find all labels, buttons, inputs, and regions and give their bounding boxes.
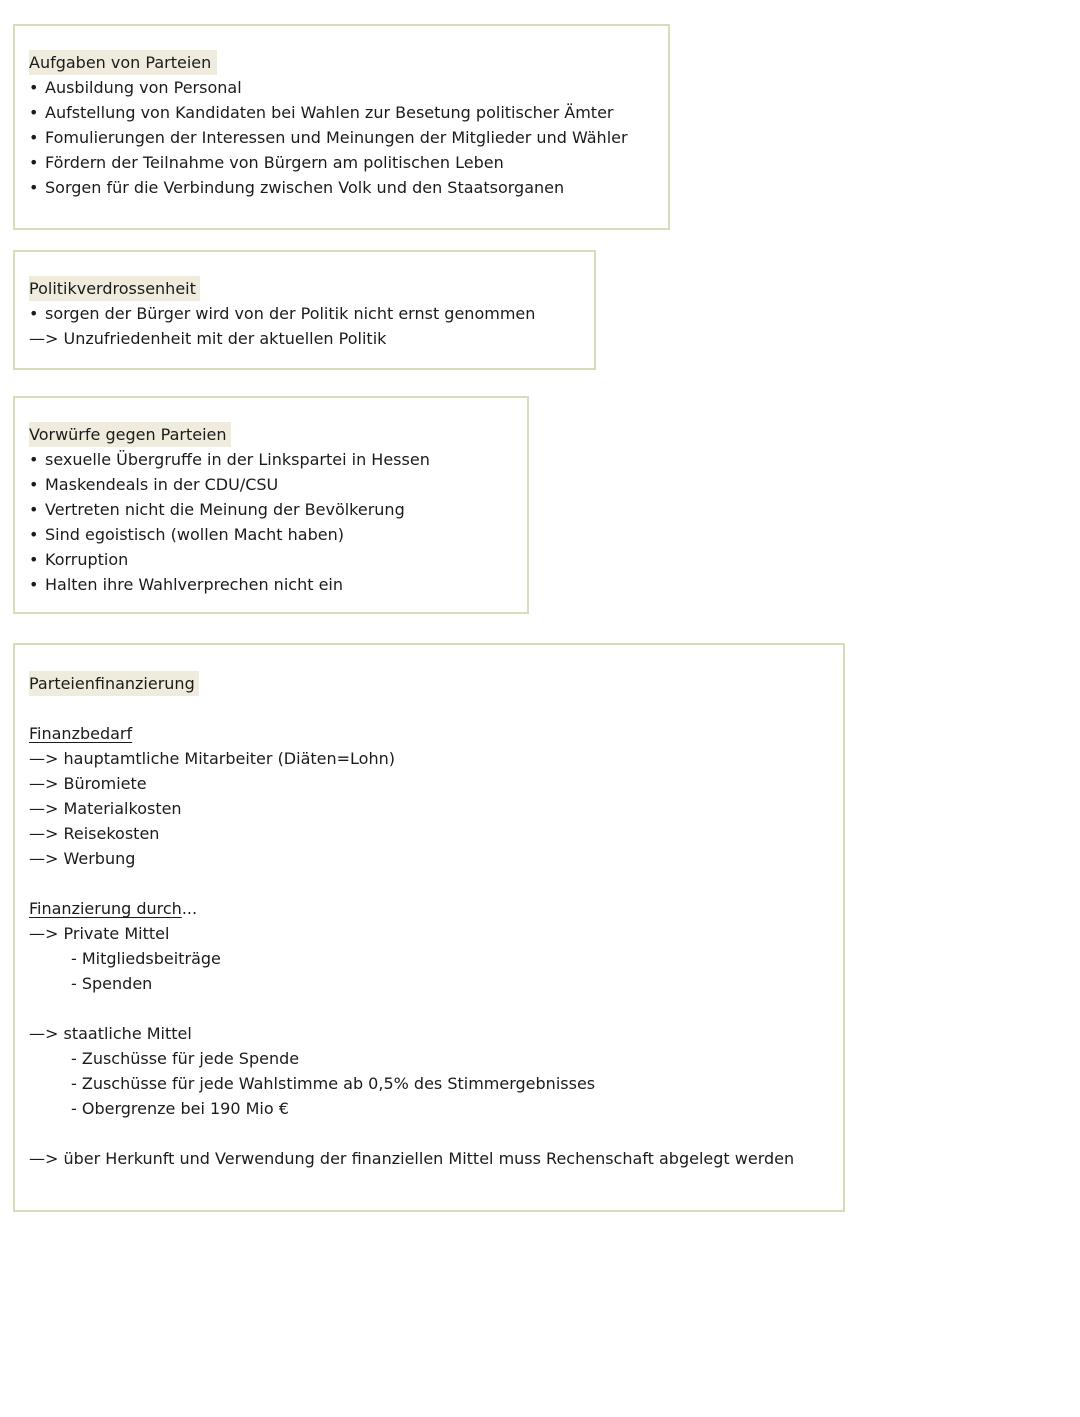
finanzierung-heading: Parteienfinanzierung	[29, 671, 199, 696]
verdrossenheit-list	[29, 301, 594, 326]
finanzierung-durch-subheading: Finanzierung durch...	[29, 899, 198, 918]
private-mittel-label: —> Private Mittel	[29, 924, 170, 943]
list-item: • sorgen der Bürger wird von der Politik nicht ernst genommen	[29, 301, 594, 326]
finanzbedarf-item: —> hauptamtliche Mitarbeiter (Diäten=Lohn)	[29, 749, 395, 768]
bullet-icon: •	[29, 525, 39, 544]
staatliche-mittel-item: - Obergrenze bei 190 Mio €	[71, 1099, 289, 1118]
finanzbedarf-item: —> Werbung	[29, 849, 136, 868]
bullet-icon: •	[29, 550, 39, 569]
aufgaben-section	[13, 24, 670, 230]
list-item: • Sorgen für die Verbindung zwischen Volk und den Staatsorganen	[29, 175, 668, 200]
aufgaben-heading: Aufgaben von Parteien	[29, 50, 217, 75]
bullet-icon: •	[29, 178, 39, 197]
list-item: • Vertreten nicht die Meinung der Bevölkerung	[29, 497, 527, 522]
vorwuerfe-section	[13, 396, 529, 614]
bullet-icon: •	[29, 103, 39, 122]
spacer	[29, 696, 843, 721]
bullet-icon: •	[29, 500, 39, 519]
finanzierung-section	[13, 643, 845, 1212]
staatliche-mittel-item: - Zuschüsse für jede Spende	[71, 1049, 300, 1068]
bullet-icon: •	[29, 475, 39, 494]
list-item: • Maskendeals in der CDU/CSU	[29, 472, 527, 497]
finanzbedarf-item: —> Reisekosten	[29, 824, 160, 843]
bullet-icon: •	[29, 128, 39, 147]
vorwuerfe-heading: Vorwürfe gegen Parteien	[29, 422, 231, 447]
list-item: • Korruption	[29, 547, 527, 572]
staatliche-mittel-label: —> staatliche Mittel	[29, 1024, 192, 1043]
list-item: • Fomulierungen der Interessen und Meinungen der Mitglieder und Wähler	[29, 125, 668, 150]
finanzbedarf-subheading: Finanzbedarf	[29, 724, 133, 743]
spacer	[29, 996, 843, 1021]
verdrossenheit-section	[13, 250, 596, 370]
list-item: • Halten ihre Wahlverprechen nicht ein	[29, 572, 527, 597]
list-item: • Ausbildung von Personal	[29, 75, 668, 100]
bullet-icon: •	[29, 450, 39, 469]
verdrossenheit-arrow-line: —> Unzufriedenheit mit der aktuellen Politik	[29, 329, 387, 348]
spacer	[29, 1121, 843, 1146]
bullet-icon: •	[29, 153, 39, 172]
aufgaben-list	[29, 75, 668, 200]
list-item: • Sind egoistisch (wollen Macht haben)	[29, 522, 527, 547]
staatliche-mittel-item: - Zuschüsse für jede Wahlstimme ab 0,5% des Stimmergebnisses	[71, 1074, 596, 1093]
private-mittel-item: - Mitgliedsbeiträge	[71, 949, 221, 968]
bullet-icon: •	[29, 78, 39, 97]
bullet-icon: •	[29, 304, 39, 323]
finanzbedarf-item: —> Büromiete	[29, 774, 147, 793]
finanzbedarf-item: —> Materialkosten	[29, 799, 182, 818]
vorwuerfe-list	[29, 447, 527, 597]
private-mittel-item: - Spenden	[71, 974, 153, 993]
list-item: • Fördern der Teilnahme von Bürgern am politischen Leben	[29, 150, 668, 175]
list-item: • sexuelle Übergruffe in der Linkspartei in Hessen	[29, 447, 527, 472]
spacer	[29, 871, 843, 896]
rechenschaft-conclusion: —> über Herkunft und Verwendung der finanziellen Mittel muss Rechenschaft abgelegt werden	[29, 1149, 795, 1168]
verdrossenheit-heading: Politikverdrossenheit	[29, 276, 200, 301]
bullet-icon: •	[29, 575, 39, 594]
list-item: • Aufstellung von Kandidaten bei Wahlen zur Besetung politischer Ämter	[29, 100, 668, 125]
